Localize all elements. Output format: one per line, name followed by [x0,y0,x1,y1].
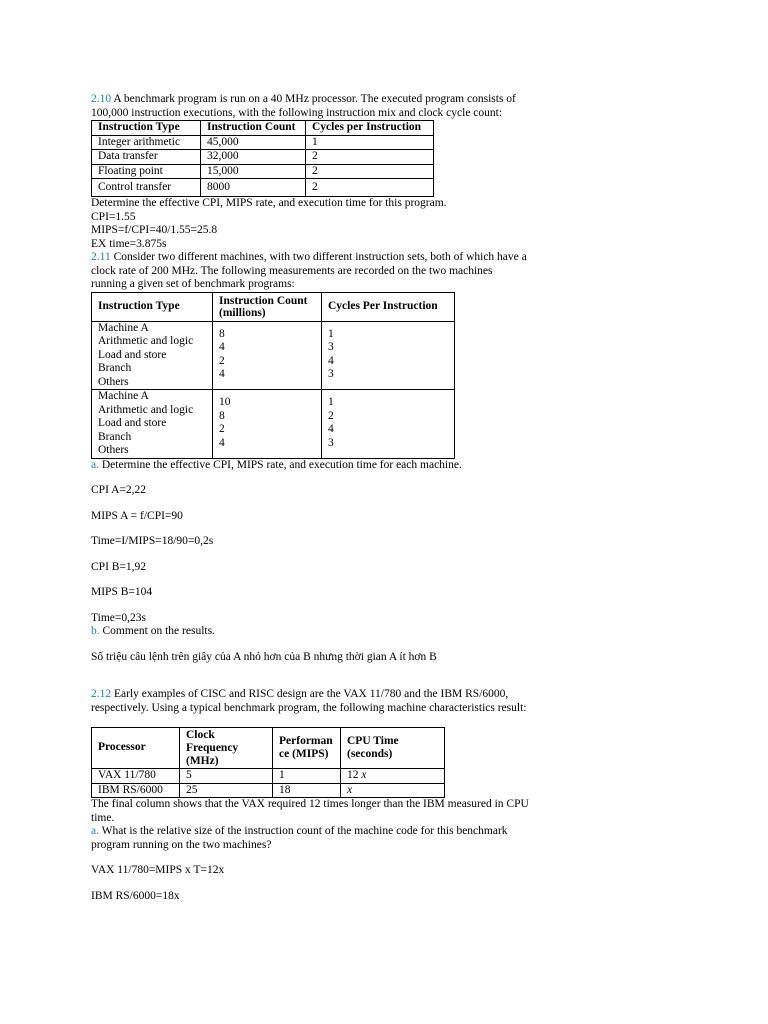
q210-answer: EX time=3.875s [91,237,167,250]
table-cell: 2 [306,164,434,179]
table-cell: VAX 11/780 [92,769,180,784]
table-cell: IBM RS/6000 [92,783,180,798]
table-cell: 2 [306,179,434,197]
q211-part-b [91,625,531,639]
q210-number: 2.10 [91,93,112,105]
part-label: a. [91,458,99,471]
table-cell [341,769,445,784]
table-cell: 10 8 2 4 [213,390,322,459]
table-cell: Machine A Arithmetic and logic Load and store Branch Others [92,390,213,459]
table-header: Instruction Count (millions) [213,292,322,321]
q210-answer: CPI=1.55 [91,210,136,223]
q212-number: 2.12 [91,688,112,700]
table-cell: 5 [180,769,273,784]
part-label: b. [91,625,100,637]
q211-table [91,292,455,459]
table-header: Instruction Count [201,121,306,136]
q211-answer: MIPS A = f/CPI=90 [91,509,183,522]
table-cell: 8000 [201,179,306,197]
q211-answer: MIPS B=104 [91,586,153,598]
cell-variable: x [361,769,367,781]
table-header-row [92,121,434,136]
q212-table [91,727,445,798]
table-row [92,135,434,150]
q211-text: Consider two different machines, with two different instruction sets, both of which have a clock rate of 200 MHz. The following measurements are recorded on the two machines running a given set of benchmark programs: [91,251,527,290]
cell-value: 12 [347,769,362,781]
part-text: What is the relative size of the instruction count of the machine code for this benchmark program running on the two machines? [91,825,508,851]
q210-question: Determine the effective CPI, MIPS rate, and execution time for this program. [91,197,447,209]
document-page [91,93,531,903]
q211-part-a [91,459,531,473]
table-cell: 15,000 [201,164,306,179]
q210-paragraph [91,93,531,120]
table-row [92,769,445,784]
table-cell: Machine A Arithmetic and logic Load and store Branch Others [92,321,213,390]
part-text: Determine the effective CPI, MIPS rate, and execution time for each machine. [98,458,462,471]
table-header: CPU Time (seconds) [341,728,445,769]
q211-answer: Time=0,23s [91,611,146,624]
table-header: Performance (MIPS) [273,728,341,769]
cell-variable: x [347,783,353,796]
table-row [92,321,455,390]
table-cell: Integer arithmetic [92,135,201,150]
table-cell: Data transfer [92,150,201,165]
table-cell: 18 [273,783,341,798]
table-header: Processor [92,728,180,769]
table-header: Cycles Per Instruction [322,292,455,321]
part-text: Comment on the results. [99,625,215,637]
table-header: Instruction Type [92,292,213,321]
table-row [92,164,434,179]
table-cell: 1 [273,769,341,784]
q211-number: 2.11 [91,251,111,263]
table-cell: 1 2 4 3 [322,390,455,459]
q212-text: Early examples of CISC and RISC design are the VAX 11/780 and the IBM RS/6000, respectively. Using a typical benchmark program, the following machine characteristics result: [91,688,527,714]
table-row [92,179,434,197]
q210-text: A benchmark program is run on a 40 MHz processor. The executed program consists of 100,000 instruction executions, with the following instruction mix and clock cycle count: [91,93,516,119]
q210-table [91,120,434,197]
q212-paragraph [91,688,531,715]
q211-answer: CPI A=2,22 [91,484,147,496]
table-row [92,390,455,459]
table-header: Clock Frequency (MHz) [180,728,273,769]
table-row [92,150,434,165]
table-header-row [92,728,445,769]
table-header-row [92,292,455,321]
q211-answer: Time=I/MIPS=18/90=0,2s [91,535,214,547]
q212-answer: IBM RS/6000=18x [91,889,180,902]
part-label: a. [91,825,99,837]
table-cell [341,783,445,798]
q212-after: The final column shows that the VAX required 12 times longer than the IBM measured in CPU time. [91,798,529,824]
table-header: Instruction Type [92,121,201,136]
q211-paragraph [91,251,531,292]
q210-answer: MIPS=f/CPI=40/1.55=25.8 [91,224,218,236]
table-cell: 8 4 2 4 [213,321,322,390]
q212-part-a [91,825,531,852]
table-cell: 25 [180,783,273,798]
table-cell: 45,000 [201,135,306,150]
table-row [92,783,445,798]
table-cell: 32,000 [201,150,306,165]
q211-answer: CPI B=1,92 [91,560,147,573]
q212-answer: VAX 11/780=MIPS x T=12x [91,864,225,876]
table-cell: Control transfer [92,179,201,197]
q211-comment: Số triệu câu lệnh trên giây của A nhỏ hơn của B nhưng thời gian A ít hơn B [91,650,437,663]
table-cell: Floating point [92,164,201,179]
table-header: Cycles per Instruction [306,121,434,136]
table-cell: 1 [306,135,434,150]
table-cell: 1 3 4 3 [322,321,455,390]
table-cell: 2 [306,150,434,165]
